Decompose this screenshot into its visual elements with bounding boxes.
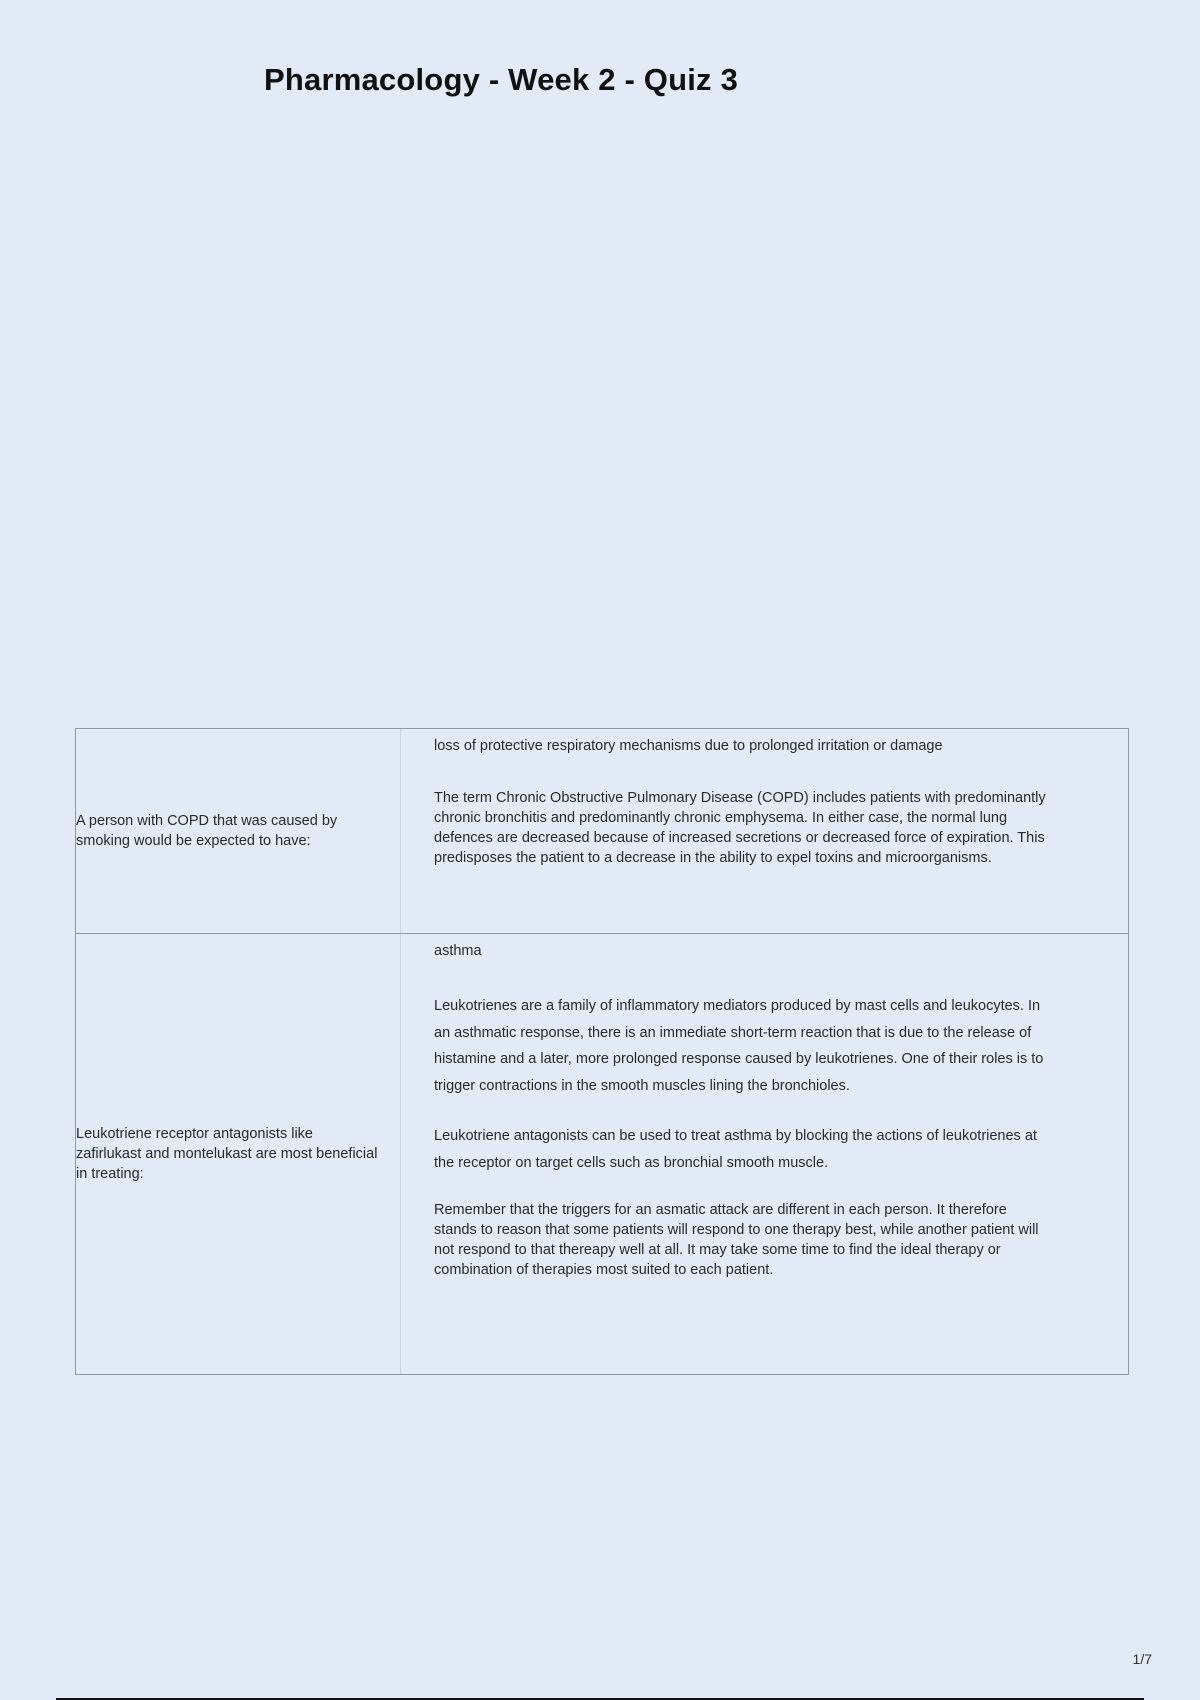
answer-cell xyxy=(401,729,1128,933)
table-row xyxy=(76,933,1128,1374)
explanation-paragraph: Remember that the triggers for an asmatic attack are different in each person. It therefore stands to reason that some patients will respond to one therapy best, while another patient will not respond to that thereapy well at all. It may take some time to find the ideal therapy or combination of therapies most suited to each patient. xyxy=(434,1202,1039,1278)
answer-text: asthma xyxy=(434,943,482,959)
qa-table xyxy=(75,728,1129,1375)
explanation-paragraph: Leukotrienes are a family of inflammatory mediators produced by mast cells and leukocytes. In an asthmatic response, there is an immediate short-term reaction that is due to the release of histamine and a later, more prolonged response caused by leukotrienes. One of their roles is to trigger contractions in the smooth muscles lining the bronchioles. xyxy=(434,998,1044,1094)
question-cell xyxy=(76,729,401,933)
table-row xyxy=(76,729,1128,933)
page-number: 1/7 xyxy=(1132,1651,1152,1667)
question-text: A person with COPD that was caused by smoking would be expected to have: xyxy=(76,813,338,849)
question-cell xyxy=(76,934,401,1374)
question-text: Leukotriene receptor antagonists like zafirlukast and montelukast are most beneficial in treating: xyxy=(76,1126,378,1182)
explanation-paragraph: The term Chronic Obstructive Pulmonary Disease (COPD) includes patients with predominantly chronic bronchitis and predominantly chronic emphysema. In either case, the normal lung defences are decreased because of increased secretions or decreased force of expiration. This predisposes the patient to a decrease in the ability to expel toxins and microorganisms. xyxy=(434,790,1046,866)
explanation-paragraph: Leukotriene antagonists can be used to treat asthma by blocking the actions of leukotrienes at the receptor on target cells such as bronchial smooth muscle. xyxy=(434,1128,1037,1171)
page-title: Pharmacology - Week 2 - Quiz 3 xyxy=(264,62,739,97)
answer-text: loss of protective respiratory mechanisms due to prolonged irritation or damage xyxy=(434,738,943,754)
answer-cell xyxy=(401,934,1128,1374)
